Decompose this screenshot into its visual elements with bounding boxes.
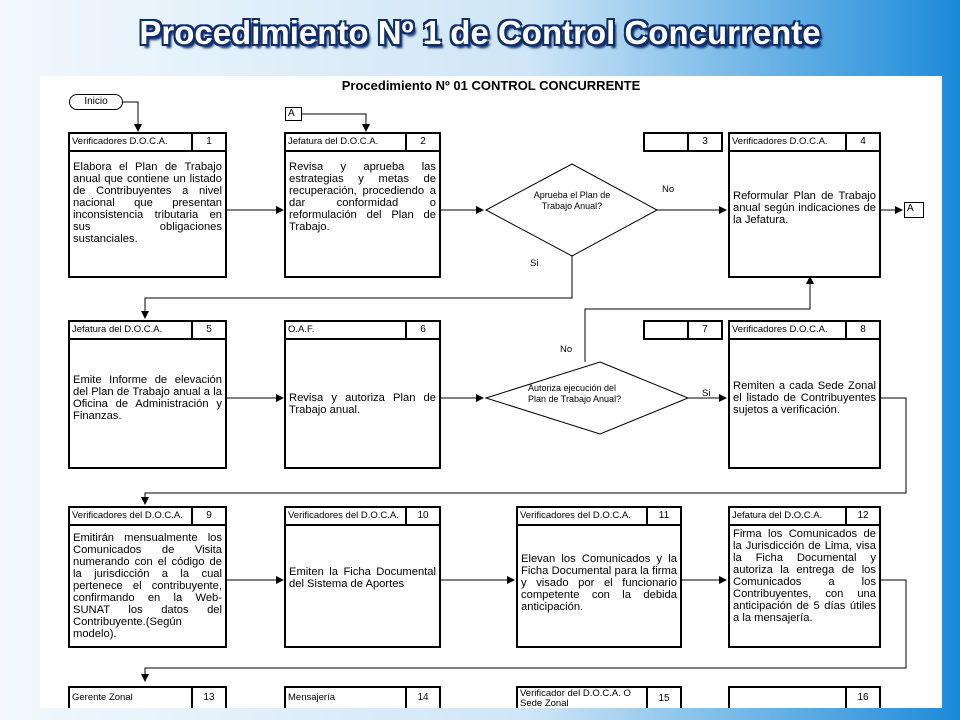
step-number: 12 bbox=[845, 508, 879, 524]
step-number: 3 bbox=[687, 134, 721, 150]
step-number: 4 bbox=[845, 134, 879, 150]
step-text: Emitirán mensualmente los Comunicados de Visita numerando con el código de la jurisdicción a la cual pertenece el contribuyente, confirmando en la Web-SUNAT los datos del Contribuyente.(Según modelo). bbox=[73, 532, 222, 640]
step-text: Revisa y aprueba las estrategias y metas de recuperación, procediendo a dar conformidad o reformulación del Plan de Trabajo. bbox=[289, 161, 436, 233]
diagram-title: Procedimiento Nº 01 CONTROL CONCURRENTE bbox=[341, 78, 641, 93]
step-5-box bbox=[68, 320, 227, 469]
step-role: Verificadores D.O.C.A. bbox=[72, 136, 168, 147]
step-11-box bbox=[516, 506, 682, 648]
step-7-box bbox=[643, 320, 723, 340]
step-role: Jefatura del D.O.C.A. bbox=[288, 136, 379, 147]
step-16-box bbox=[728, 686, 881, 708]
connector-a-in: A bbox=[285, 107, 302, 121]
step-text: Firma los Comunicados de la Jurisdicción de Lima, visa la Ficha Documental y autoriza la entrega de los Comunicados a los Contribuyentes, con una anticipación de 5 días útiles a la mensajería. bbox=[733, 528, 876, 624]
step-number: 1 bbox=[191, 134, 225, 150]
step-role: Verificadores D.O.C.A. bbox=[732, 324, 828, 335]
step-role: Verificadores del D.O.C.A. bbox=[72, 510, 183, 521]
decision-2-yes-label: Si bbox=[702, 388, 711, 399]
slide-title: Procedimiento Nº 1 de Control Concurrente bbox=[139, 14, 821, 51]
step-number: 13 bbox=[191, 688, 225, 708]
step-15-box bbox=[516, 686, 682, 708]
step-role: Verificadores del D.O.C.A. bbox=[288, 510, 399, 521]
step-3-box bbox=[643, 132, 723, 152]
decision-1-text: Aprueba el Plan de Trabajo Anual? bbox=[533, 190, 611, 211]
decision-1-yes-label: Si bbox=[530, 258, 539, 269]
step-number: 5 bbox=[191, 322, 225, 338]
decision-2-text: Autoriza ejecución del Plan de Trabajo Anual? bbox=[528, 383, 622, 404]
step-14-box bbox=[284, 686, 441, 708]
decision-2-no-label: No bbox=[560, 344, 573, 355]
step-role: Gerente Zonal bbox=[72, 692, 133, 703]
step-2-box bbox=[284, 132, 441, 278]
step-role: Verificador del D.O.C.A. Ó Sede Zonal bbox=[520, 689, 631, 708]
step-10-box bbox=[284, 506, 441, 648]
step-text: Emiten la Ficha Documental del Sistema de Aportes bbox=[289, 566, 436, 590]
step-number: 16 bbox=[845, 688, 879, 708]
step-6-box bbox=[284, 320, 441, 469]
step-role: Verificadores del D.O.C.A. bbox=[520, 510, 631, 521]
step-number: 7 bbox=[687, 322, 721, 338]
step-role: Jefatura del D.O.C.A. bbox=[732, 510, 823, 521]
connector-a-out: A bbox=[904, 202, 924, 218]
step-1-box bbox=[68, 132, 227, 278]
step-number: 11 bbox=[646, 508, 680, 524]
decision-1-no-label: No bbox=[662, 184, 675, 195]
step-4-box bbox=[728, 132, 881, 278]
step-text: Remiten a cada Sede Zonal el listado de Contribuyentes sujetos a verificación. bbox=[733, 380, 876, 416]
step-text: Revisa y autoriza Plan de Trabajo anual. bbox=[289, 392, 436, 416]
step-role: Mensajería bbox=[288, 692, 335, 703]
flowchart-canvas bbox=[40, 76, 942, 708]
step-number: 14 bbox=[405, 688, 439, 708]
step-text: Elevan los Comunicados y la Ficha Documental para la firma y visado por el funcionario competente con la debida anticipación. bbox=[521, 553, 677, 613]
step-role: Verificadores D.O.C.A. bbox=[732, 136, 828, 147]
start-terminal: Inicio bbox=[69, 94, 123, 110]
step-number: 6 bbox=[405, 322, 439, 338]
step-12-box bbox=[728, 506, 881, 648]
step-text: Reformular Plan de Trabajo anual según indicaciones de la Jefatura. bbox=[733, 190, 876, 226]
step-9-box bbox=[68, 506, 227, 648]
step-number: 8 bbox=[845, 322, 879, 338]
step-role: O.A.F. bbox=[288, 324, 315, 335]
step-text: Elabora el Plan de Trabajo anual que contiene un listado de Contribuyentes a nivel nacional que presentan inconsistencia tributaria en sus obligaciones sustanciales. bbox=[73, 161, 222, 245]
step-text: Emite Informe de elevación del Plan de Trabajo anual a la Oficina de Administración y Finanzas. bbox=[73, 374, 222, 422]
step-number: 2 bbox=[405, 134, 439, 150]
step-13-box bbox=[68, 686, 227, 708]
step-number: 10 bbox=[405, 508, 439, 524]
step-number: 9 bbox=[191, 508, 225, 524]
step-role: Jefatura del D.O.C.A. bbox=[72, 324, 163, 335]
step-8-box bbox=[728, 320, 881, 469]
step-number: 15 bbox=[646, 688, 680, 708]
